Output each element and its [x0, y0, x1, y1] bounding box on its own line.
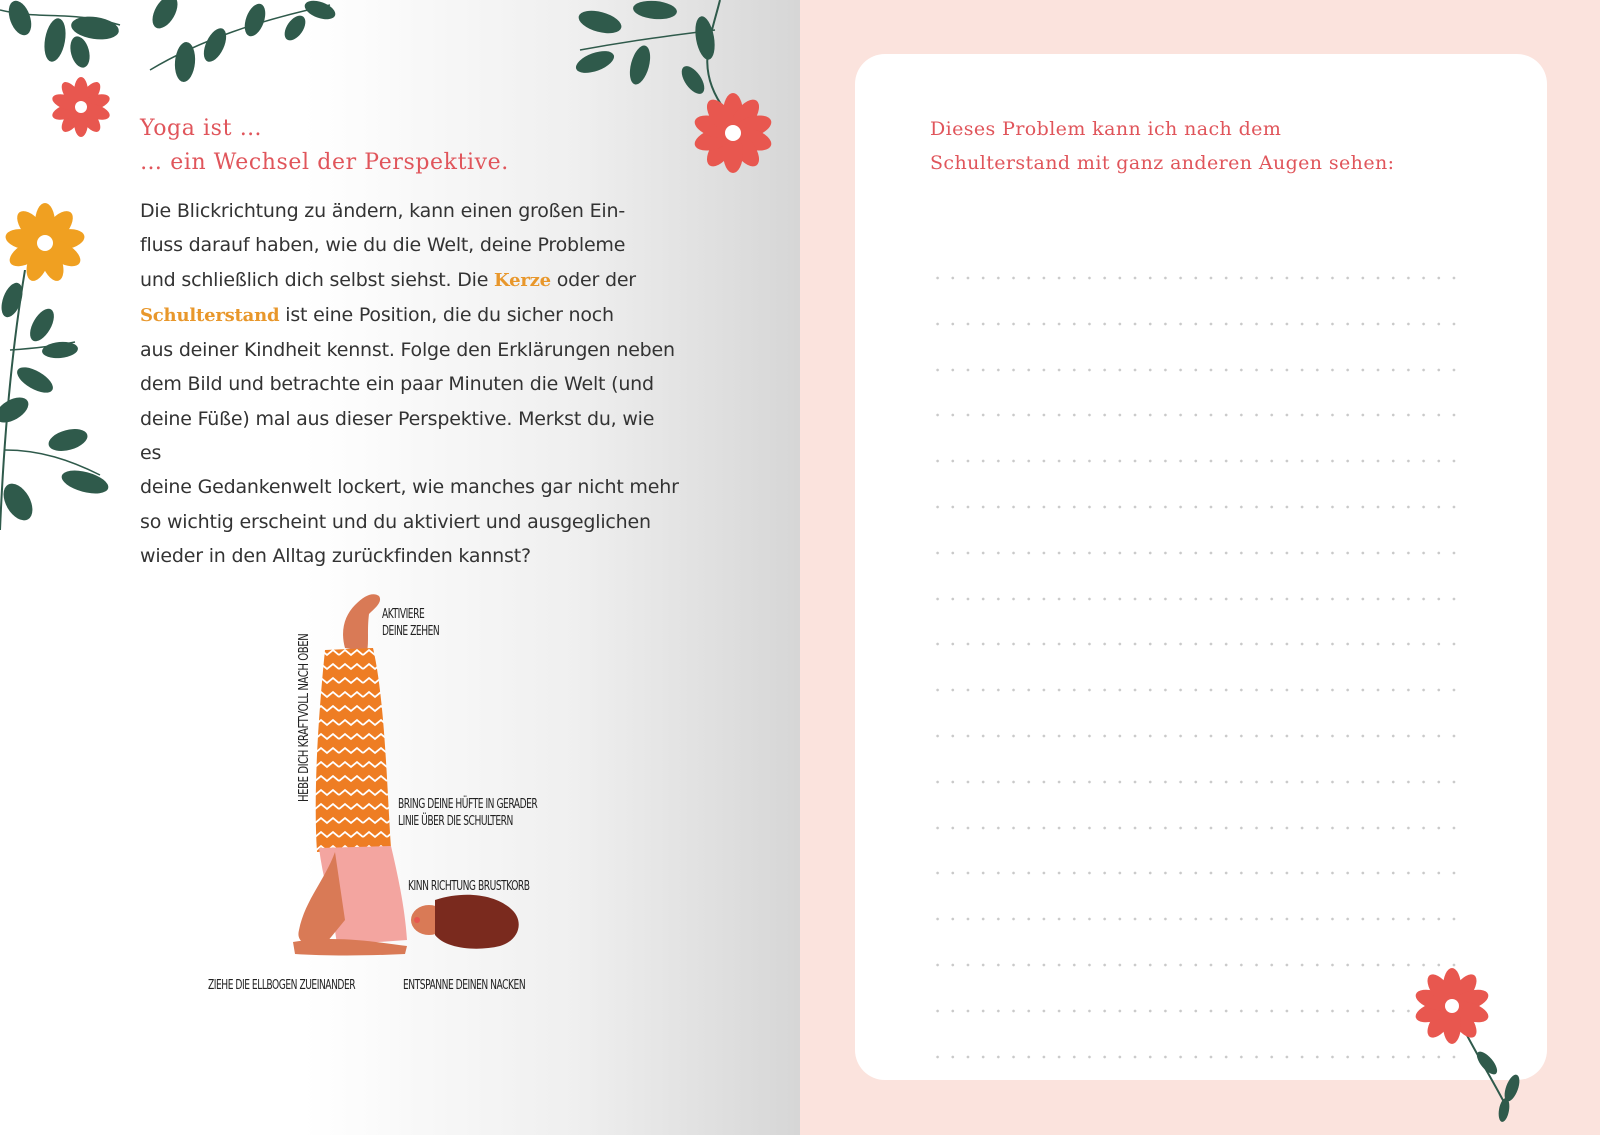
prompt-line-1: Dieses Problem kann ich nach dem — [930, 118, 1282, 140]
dotted-line[interactable] — [930, 871, 1460, 917]
pose-label-chin: KINN RICHTUNG BRUSTKORB — [408, 879, 530, 894]
dotted-line[interactable] — [930, 505, 1460, 551]
dotted-line[interactable] — [930, 551, 1460, 597]
paragraph-text: wieder in den Alltag zurückfinden kannst? — [140, 544, 531, 567]
leaf-branch-icon — [140, 0, 340, 90]
pose-label-text: AKTIVIERE — [382, 607, 425, 622]
pose-label-toes — [382, 606, 439, 640]
shoulder-stand-illustration — [195, 590, 585, 1010]
paragraph-text: ist eine Position, die du sicher noch — [279, 303, 614, 326]
dotted-line[interactable] — [930, 688, 1460, 734]
pose-label-text: DEINE ZEHEN — [382, 624, 440, 639]
dotted-line[interactable] — [930, 368, 1460, 414]
pose-label-elbows: ZIEHE DIE ELLBOGEN ZUEINANDER — [208, 978, 356, 993]
dotted-line[interactable] — [930, 413, 1460, 459]
paragraph-text: oder der — [550, 268, 636, 291]
paragraph-text: dem Bild und betrachte ein paar Minuten die Welt (und — [140, 373, 654, 396]
heading-line-1: Yoga ist … — [140, 116, 263, 141]
highlight-term: Schulterstand — [140, 304, 280, 326]
leaf-branch-icon — [0, 270, 120, 530]
paragraph-text: deine Füße) mal aus dieser Perspektive. Merkst du, wie es — [140, 407, 655, 465]
paragraph-text: und schließlich dich selbst siehst. Die — [140, 268, 495, 291]
red-flower-icon — [48, 74, 114, 140]
right-page — [800, 0, 1600, 1135]
page-heading — [140, 112, 509, 180]
pose-label-hips — [398, 796, 537, 830]
dotted-line[interactable] — [930, 322, 1460, 368]
dotted-line[interactable] — [930, 459, 1460, 505]
dotted-line[interactable] — [930, 917, 1460, 963]
prompt-line-2: Schulterstand mit ganz anderen Augen sehen: — [930, 152, 1395, 174]
dotted-line[interactable] — [930, 826, 1460, 872]
dotted-writing-lines[interactable] — [930, 276, 1460, 1100]
heading-line-2: … ein Wechsel der Perspektive. — [140, 150, 509, 175]
paragraph-text: fluss darauf haben, wie du die Welt, deine Probleme — [140, 234, 626, 257]
paragraph-text: deine Gedankenwelt lockert, wie manches gar nicht mehr — [140, 476, 679, 499]
dotted-line[interactable] — [930, 1055, 1460, 1101]
intro-paragraph — [140, 194, 680, 573]
pose-label-lift: HEBE DICH KRAFTVOLL NACH OBEN — [297, 633, 312, 802]
dotted-line[interactable] — [930, 642, 1460, 688]
paragraph-text: so wichtig erscheint und du aktiviert und ausgeglichen — [140, 510, 651, 533]
dotted-line[interactable] — [930, 1009, 1460, 1055]
journal-card — [855, 54, 1547, 1080]
paragraph-text: Die Blickrichtung zu ändern, kann einen großen Ein- — [140, 200, 625, 222]
red-flower-icon — [688, 88, 778, 178]
paragraph-text: aus deiner Kindheit kennst. Folge den Erklärungen neben — [140, 339, 675, 362]
journal-prompt — [930, 112, 1394, 180]
red-flower-icon — [1412, 958, 1532, 1128]
dotted-line[interactable] — [930, 780, 1460, 826]
pose-label-text: LINIE ÜBER DIE SCHULTERN — [398, 814, 513, 829]
dotted-line[interactable] — [930, 734, 1460, 780]
dotted-line[interactable] — [930, 597, 1460, 643]
pose-label-neck: ENTSPANNE DEINEN NACKEN — [403, 978, 526, 993]
highlight-term: Kerze — [494, 269, 551, 291]
pose-label-text: BRING DEINE HÜFTE IN GERADER — [398, 797, 538, 812]
dotted-line[interactable] — [930, 276, 1460, 322]
dotted-line[interactable] — [930, 963, 1460, 1009]
